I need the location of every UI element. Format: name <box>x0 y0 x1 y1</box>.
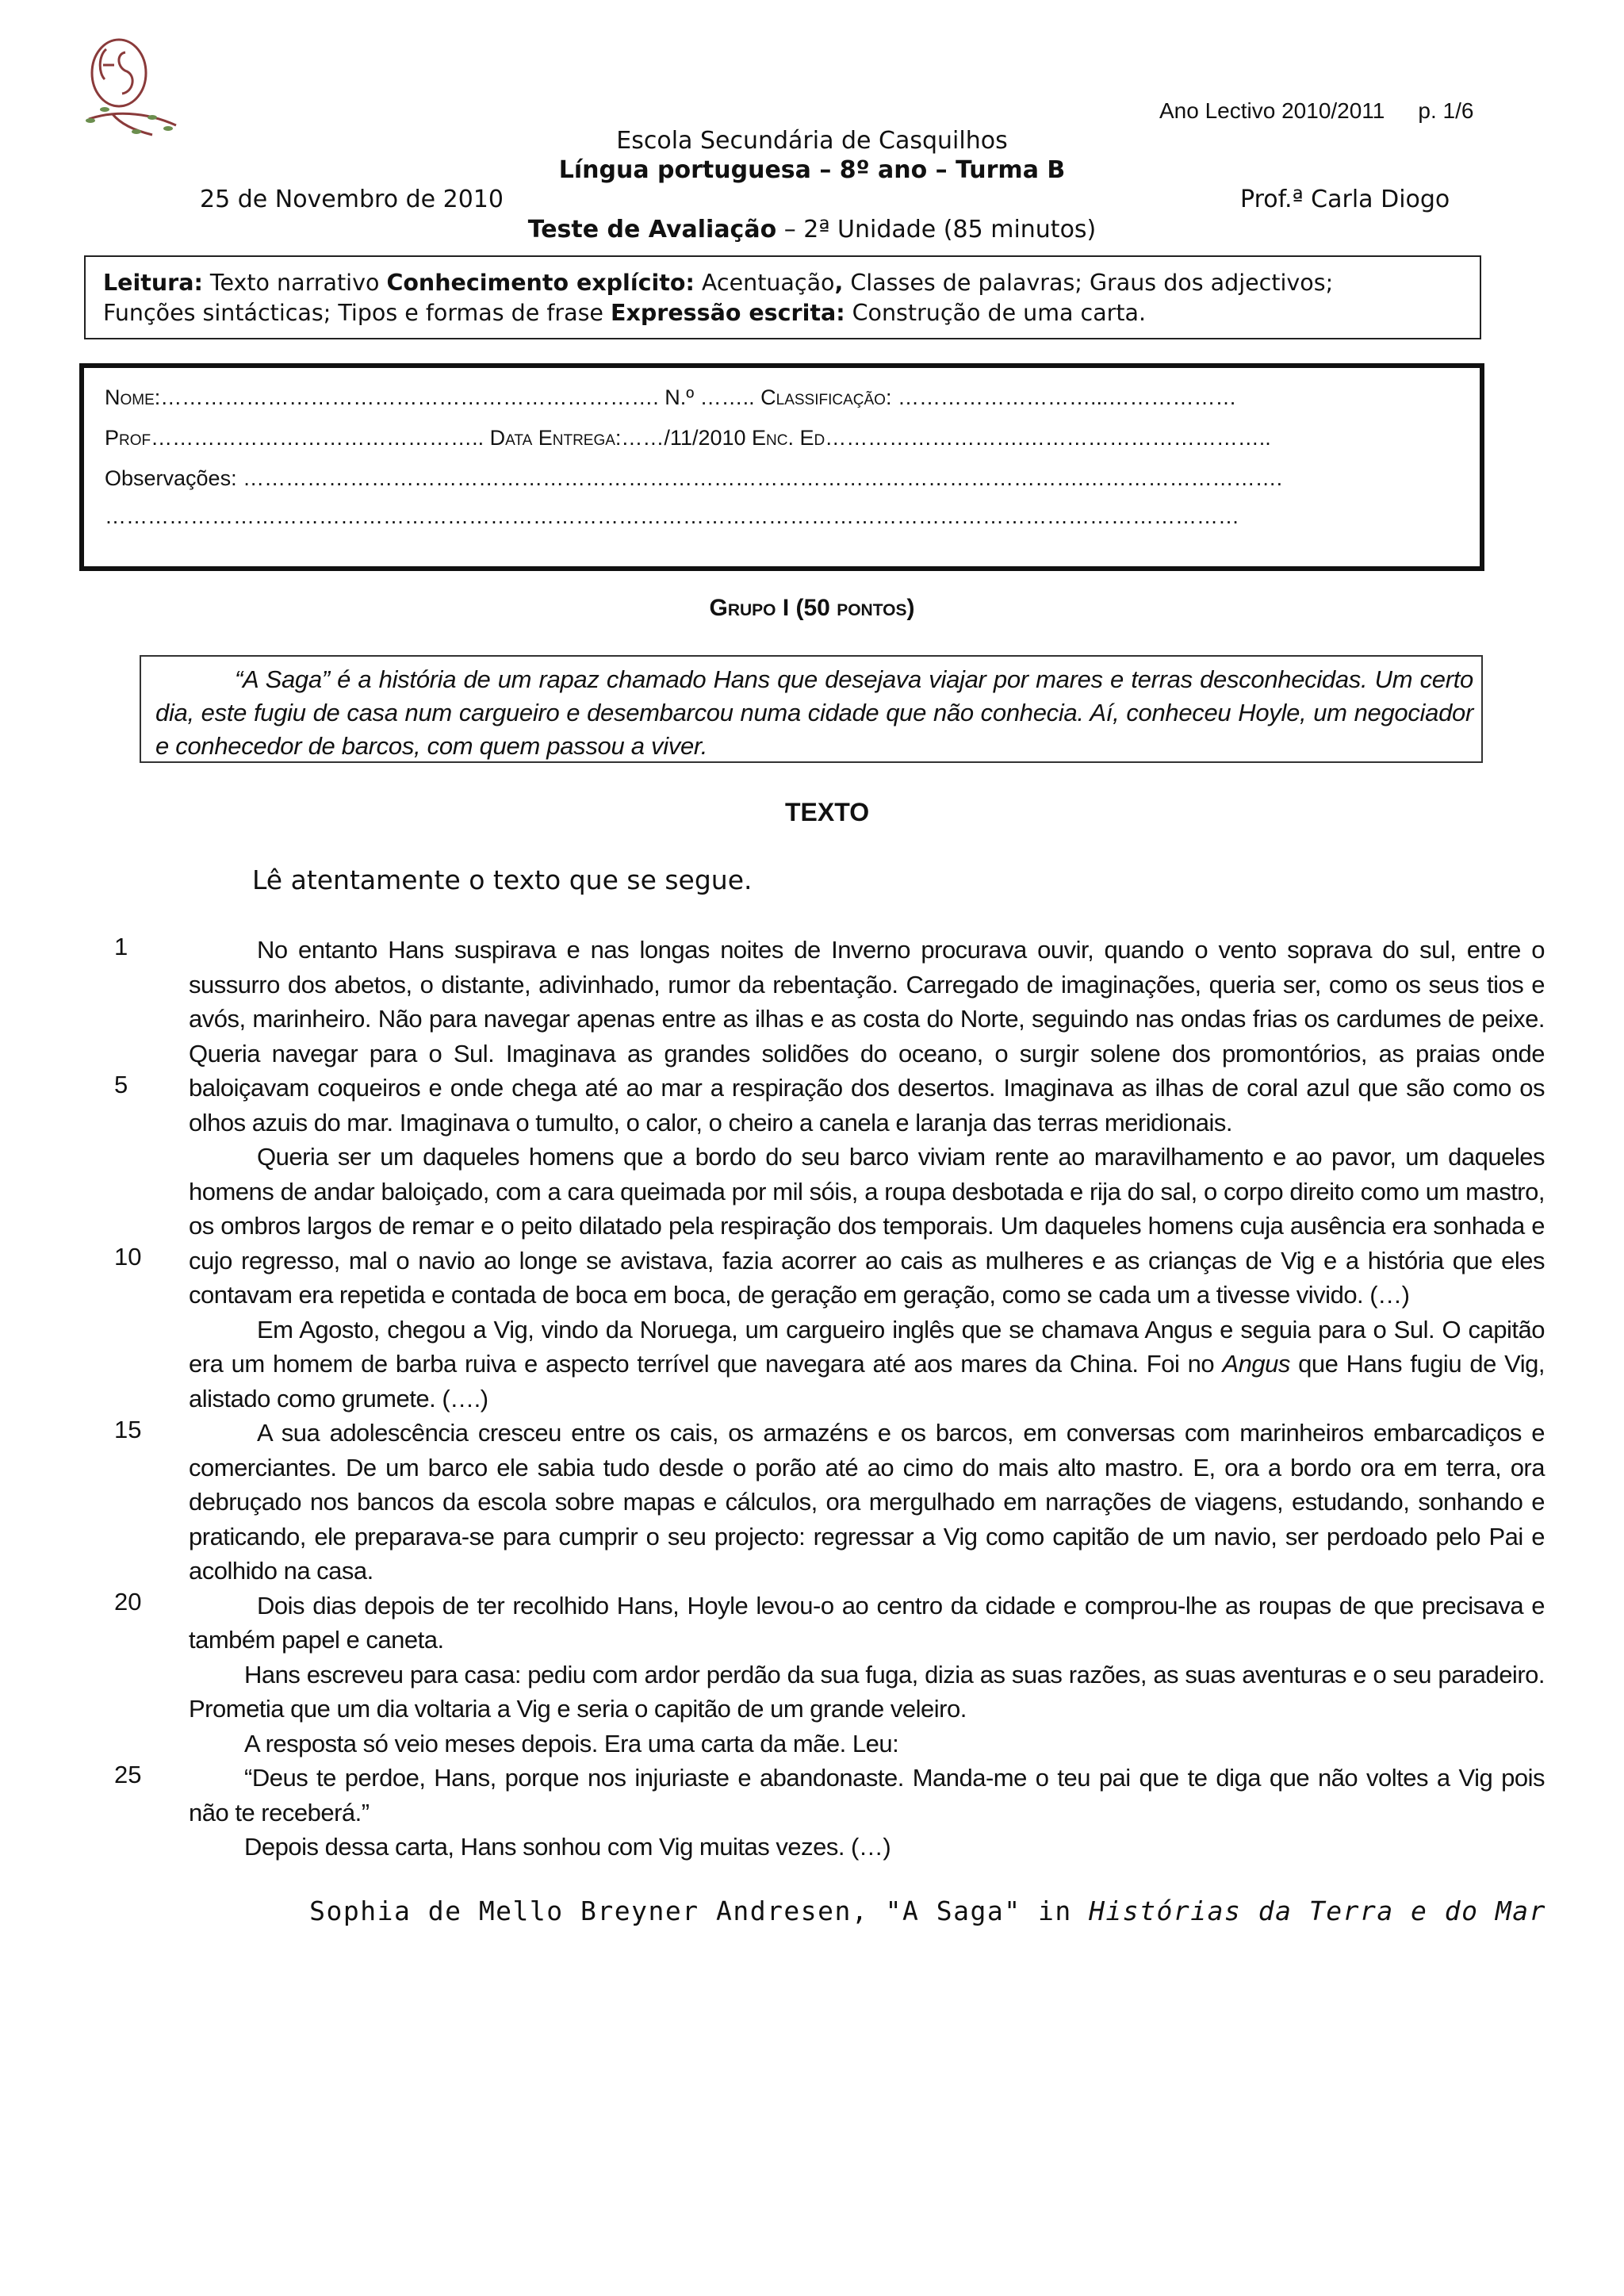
story-text <box>189 933 1545 1865</box>
intro-box <box>140 655 1483 763</box>
header-meta <box>1159 98 1473 124</box>
ship-name: Angus <box>1222 1350 1290 1378</box>
topic-reading: Texto narrativo <box>202 270 387 296</box>
topic-label-knowledge: Conhecimento explícito: <box>386 270 695 296</box>
topic-functions: Funções sintácticas; Tipos e formas de frase <box>103 300 611 326</box>
logo-letter-s <box>119 52 132 94</box>
line-number: 5 <box>114 1071 128 1098</box>
logo-letter-e <box>100 49 114 79</box>
course-title: Língua portuguesa – 8º ano – Turma B <box>558 156 1066 184</box>
text-title: TEXTO <box>785 798 870 826</box>
observations-field-line2[interactable]: …………………………………………………………………………………………………………………………………………… <box>105 504 1239 528</box>
paragraph: No entanto Hans suspirava e nas longas noites de Inverno procurava ouvir, quando o vento soprava do sul, entre o sussurro dos abetos, o distante, adivinhado, rumor da rebentação. Carregado de imaginações, queria ser, como os seus tios e avós, marinheiro. Não para navegar apenas entre as ilhas e as costa do Norte, seguindo nas ondas frias os cardumes de peixe. Queria navegar para o Sul. Imaginava as grandes solidões do oceano, o surgir solene dos promontórios, as praias onde baloiçavam coqueiros e onde chega até ao mar a respiração dos desertos. Imaginava as ilhas de coral azul que são como os olhos azuis do mar. Imaginava o tumulto, o calor, o cheiro a canela e laranja das terras meridionais. <box>189 936 1545 1137</box>
paragraph: Queria ser um daqueles homens que a bordo do seu barco viviam rente ao maravilhamento e ao pavor, um daqueles homens de andar baloiçado, com a cara queimada por mil sóis, a roupa desbotada e rija do sal, o corpo direito como um mastro, os ombros largos de remar e o peito dilatado pela respiração dos temporais. Um daqueles homens cuja ausência era sonhada e cujo regresso, mal o navio ao longe se avistava, fazia acorrer ao cais as mulheres e as crianças de Vig e a história que eles contavam era repetida e contada de boca em boca, de geração em geração, como se cada um a tivesse vivido. (…) <box>189 1143 1545 1309</box>
paragraph-text: Em Agosto, chegou a Vig, vindo da Noruega, um cargueiro inglês que se chamava Angus e seguia para o Sul. O capitão era um homem de barba ruiva e aspecto terrível que navegara até aos mares da China. Foi no <box>189 1315 1545 1378</box>
source-book: Histórias da Terra e do Mar <box>1089 1895 1546 1926</box>
observations-field[interactable]: Observações: ……………………………………………………………………………………………………….………………………. <box>105 466 1283 490</box>
paragraph: “Deus te perdoe, Hans, porque nos injuriaste e abandonaste. Manda-me o teu pai que te diga que não voltes a Vig pois não te receberá.” <box>189 1764 1545 1826</box>
school-year: Ano Lectivo 2010/2011 <box>1159 98 1385 123</box>
source-citation <box>0 1895 1546 1926</box>
line-number: 15 <box>114 1416 142 1443</box>
test-subtitle: – 2ª Unidade (85 minutos) <box>776 216 1097 243</box>
paragraph: Depois dessa carta, Hans sonhou com Vig muitas vezes. (…) <box>244 1833 891 1861</box>
reading-instruction: Lê atentamente o texto que se segue. <box>252 864 753 895</box>
topic-knowledge-rest: Classes de palavras; Graus dos adjectivos; <box>843 270 1334 296</box>
test-title-bold: Teste de Avaliação <box>527 216 777 243</box>
group-title: Grupo I (50 pontos) <box>709 595 915 621</box>
paragraph: Hans escreveu para casa: pediu com ardor perdão da sua fuga, dizia as suas razões, as suas aventuras e o seu paradeiro. Prometia que um dia voltaria a Vig e seria o capitão de um grande veleiro. <box>189 1660 1545 1723</box>
paragraph: A sua adolescência cresceu entre os cais, os armazéns e os barcos, em conversas com marinheiros embarcadiços e comerciantes. De um barco ele sabia tudo desde o porão até ao cimo do mais alto mastro. E, ora a bordo ora em terra, ora debruçado nos bancos da escola sobre mapas e cálculos, ora mergulhado em narrações de viagens, estudando, sonhando e praticando, ele preparava-se para cumprir o seu projecto: regressar a Vig como capitão de um navio, ser perdoado pelo Pai e acolhido na casa. <box>189 1419 1545 1585</box>
intro-text: “A Saga” é a história de um rapaz chamado Hans que desejava viajar por mares e terras desconhecidas. Um certo dia, este fugiu de casa num cargueiro e desembarcou numa cidade que não conhecia. Aí, conheceu Hoyle, um negociador e conhecedor de barcos, com quem passou a viver. <box>155 665 1473 760</box>
student-info-box <box>79 363 1484 571</box>
page-number: p. 1/6 <box>1418 98 1474 123</box>
line-number: 10 <box>114 1243 142 1271</box>
paragraph-text: que Hans fugiu de Vig, alistado como grumete. (….) <box>189 1350 1545 1412</box>
name-number-grade-field[interactable]: Nome:……………………………………………………………. N.º …….. Classificação: ………………………...……………… <box>105 385 1237 409</box>
topic-knowledge: Acentuação <box>694 270 835 296</box>
line-number: 20 <box>114 1588 142 1616</box>
paragraph <box>189 1313 1545 1416</box>
topics-box <box>84 255 1481 339</box>
teacher-name: Prof.ª Carla Diogo <box>1240 186 1450 213</box>
paragraph: A resposta só veio meses depois. Era uma carta da mãe. Leu: <box>244 1729 899 1757</box>
school-logo <box>57 32 184 143</box>
topic-writing: Construção de uma carta. <box>845 300 1147 326</box>
test-date: 25 de Novembro de 2010 <box>200 186 504 213</box>
paragraph: Dois dias depois de ter recolhido Hans, Hoyle levou-o ao centro da cidade e comprou-lhe as roupas de que precisava e também papel e caneta. <box>189 1591 1545 1654</box>
school-name: Escola Secundária de Casquilhos <box>616 127 1008 155</box>
topic-label-writing: Expressão escrita: <box>611 300 845 326</box>
teacher-date-guardian-field[interactable]: Prof……………………………………….. Data Entrega:……/11/2010 Enc. Ed……………………….…………………………….. <box>105 426 1271 450</box>
test-title <box>0 216 1624 243</box>
topic-comma: , <box>834 270 844 296</box>
topic-label-reading: Leitura: <box>103 270 203 296</box>
line-number: 1 <box>114 933 128 960</box>
source-author: Sophia de Mello Breyner Andresen, "A Saga" in <box>309 1895 1090 1926</box>
line-number: 25 <box>114 1761 142 1788</box>
